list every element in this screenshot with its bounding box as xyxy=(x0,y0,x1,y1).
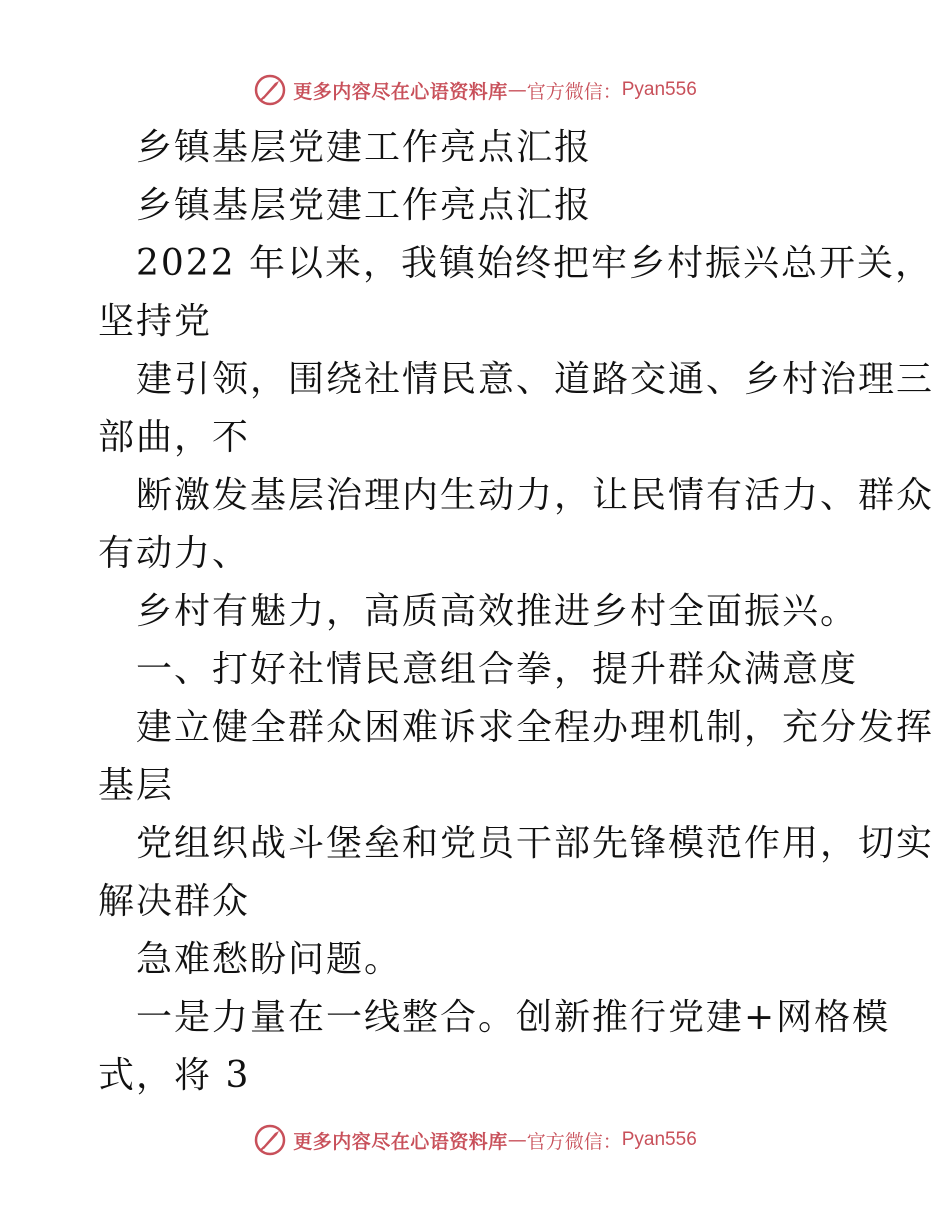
doc-title-repeat: 乡镇基层党建工作亮点汇报 xyxy=(136,185,593,226)
doc-line: 建引领，围绕社情民意、道路交通、乡村治理三 xyxy=(136,359,935,400)
watermark-separator: — xyxy=(507,1129,527,1151)
doc-line: 建立健全群众困难诉求全程办理机制，充分发挥 xyxy=(136,707,935,748)
quill-pen-logo-icon xyxy=(253,1123,287,1157)
doc-line: 党组织战斗堡垒和党员干部先锋模范作用，切实 xyxy=(136,823,935,864)
doc-line: 解决群众 xyxy=(98,881,251,922)
doc-line: 急难愁盼问题。 xyxy=(136,939,403,980)
doc-line: 2022 年以来，我镇始终把牢乡村振兴总开关， xyxy=(136,243,934,284)
footer-watermark xyxy=(0,1123,950,1157)
doc-line: 坚持党 xyxy=(98,301,213,342)
watermark-brand: 更多内容尽在心语资料库 xyxy=(293,80,508,103)
doc-line: 乡村有魅力，高质高效推进乡村全面振兴。 xyxy=(136,591,859,632)
doc-line: 式，将 3 xyxy=(98,1055,251,1096)
watermark-contact-label: 官方微信： xyxy=(526,80,622,103)
watermark-contact-label: 官方微信： xyxy=(526,1130,622,1153)
doc-title: 乡镇基层党建工作亮点汇报 xyxy=(136,127,593,168)
watermark-brand: 更多内容尽在心语资料库 xyxy=(293,1130,508,1153)
doc-line: 断激发基层治理内生动力，让民情有活力、群众 xyxy=(136,475,935,516)
doc-line: 有动力、 xyxy=(98,533,251,574)
header-watermark xyxy=(0,73,950,107)
doc-line: 一是力量在一线整合。创新推行党建+网格模 xyxy=(136,997,891,1038)
watermark-separator: — xyxy=(507,79,527,101)
doc-line: 基层 xyxy=(98,765,175,806)
section-heading: 一、打好社情民意组合拳，提升群众满意度 xyxy=(136,649,859,690)
quill-pen-logo-icon xyxy=(253,73,287,107)
doc-line: 部曲，不 xyxy=(98,417,251,458)
watermark-contact-id: Pyan556 xyxy=(621,79,697,100)
watermark-contact-id: Pyan556 xyxy=(621,1129,697,1150)
